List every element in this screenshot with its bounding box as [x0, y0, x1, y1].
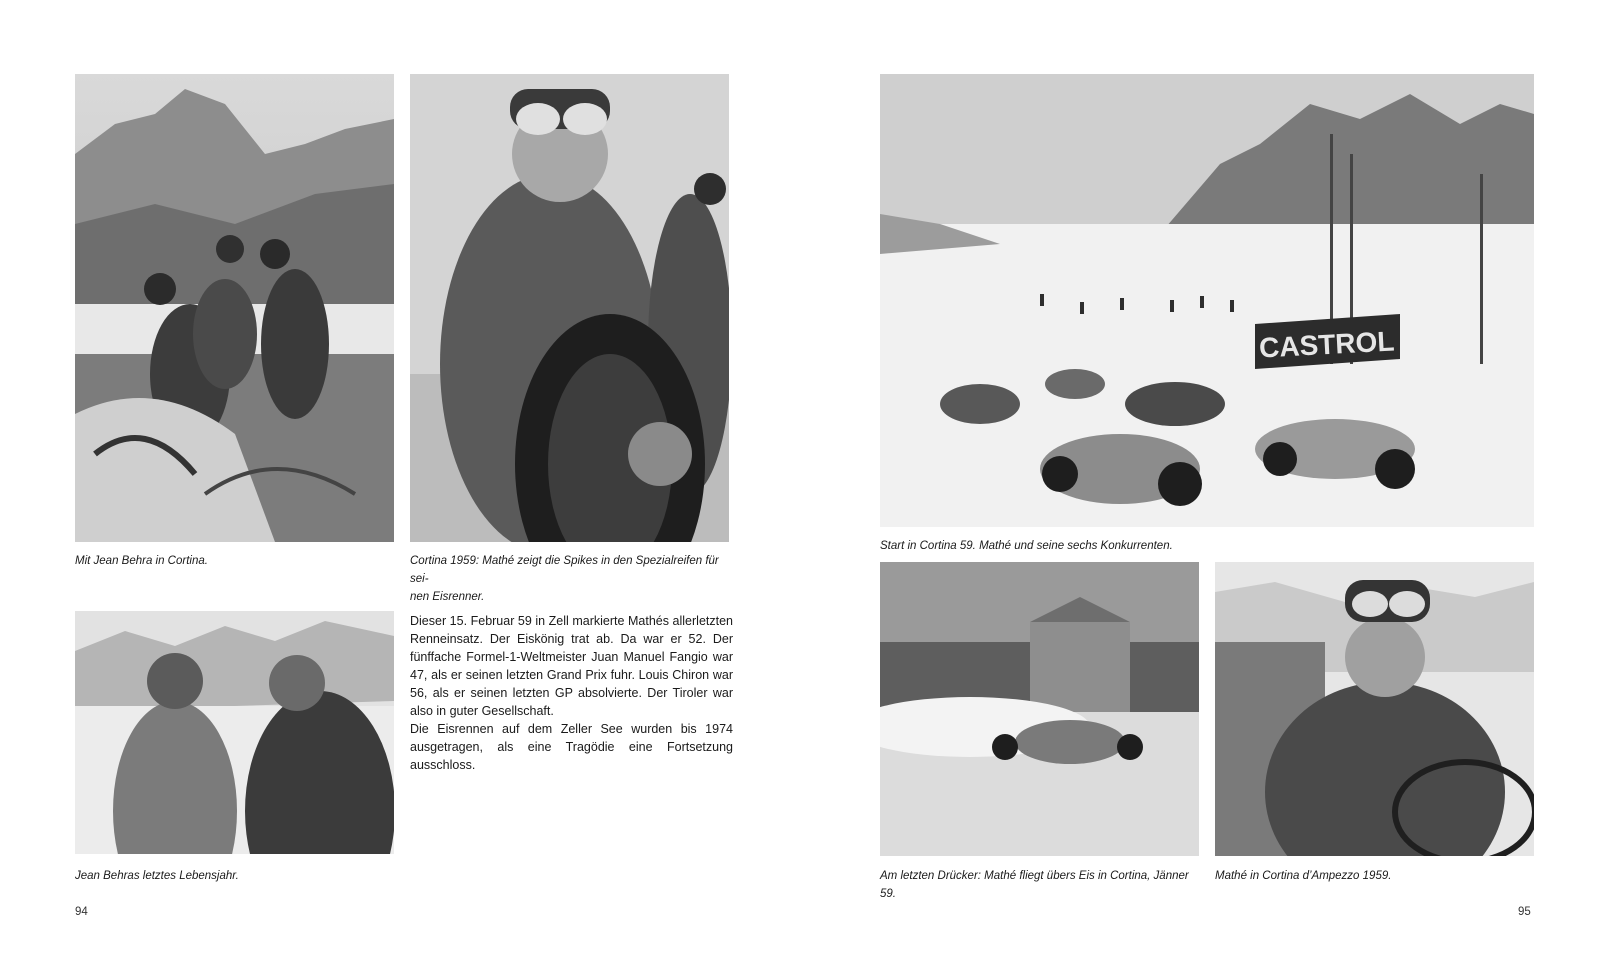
page-number-left: 94 — [75, 906, 88, 918]
page-number-right: 95 — [1518, 906, 1531, 918]
castrol-banner-text: CASTROL — [1258, 325, 1396, 364]
caption-behra-cortina: Mit Jean Behra in Cortina. — [75, 555, 208, 567]
body-paragraph: Dieser 15. Februar 59 in Zell markierte Mathés allerletzten Renneinsatz. Der Eiskönig trat ab. Da war er 52. Der fünffache Formel-1-Weltmeister Juan Manuel Fangio war 47, als er seinen letzten Grand Prix fuhr. Louis Chiron war 56, als er seinen letzten GP absolvierte. Der Tiroler war also in guter Gesellschaft. — [410, 614, 733, 718]
caption-spikes: Cortina 1959: Mathé zeigt die Spikes in den Spezialreifen für sei- nen Eisrenner. — [410, 555, 719, 603]
photo-start-cortina — [880, 74, 1534, 527]
photo-spikes — [410, 74, 729, 542]
caption-ampezzo: Mathé in Cortina d’Ampezzo 1959. — [1215, 870, 1392, 882]
photo-ampezzo — [1215, 562, 1534, 856]
caption-start: Start in Cortina 59. Mathé und seine sechs Konkurrenten. — [880, 540, 1173, 552]
body-text — [410, 612, 733, 774]
photo-behra-cortina — [75, 74, 394, 542]
body-paragraph: Die Eisrennen auf dem Zeller See wurden bis 1974 ausgetragen, als eine Tragödie eine Fortsetzung ausschloss. — [410, 722, 733, 772]
caption-last-year: Jean Behras letztes Lebensjahr. — [75, 870, 239, 882]
photo-druecker — [880, 562, 1199, 856]
photo-behra-last-year — [75, 611, 394, 854]
caption-druecker: Am letzten Drücker: Mathé fliegt übers Eis in Cortina, Jänner 59. — [880, 870, 1189, 900]
